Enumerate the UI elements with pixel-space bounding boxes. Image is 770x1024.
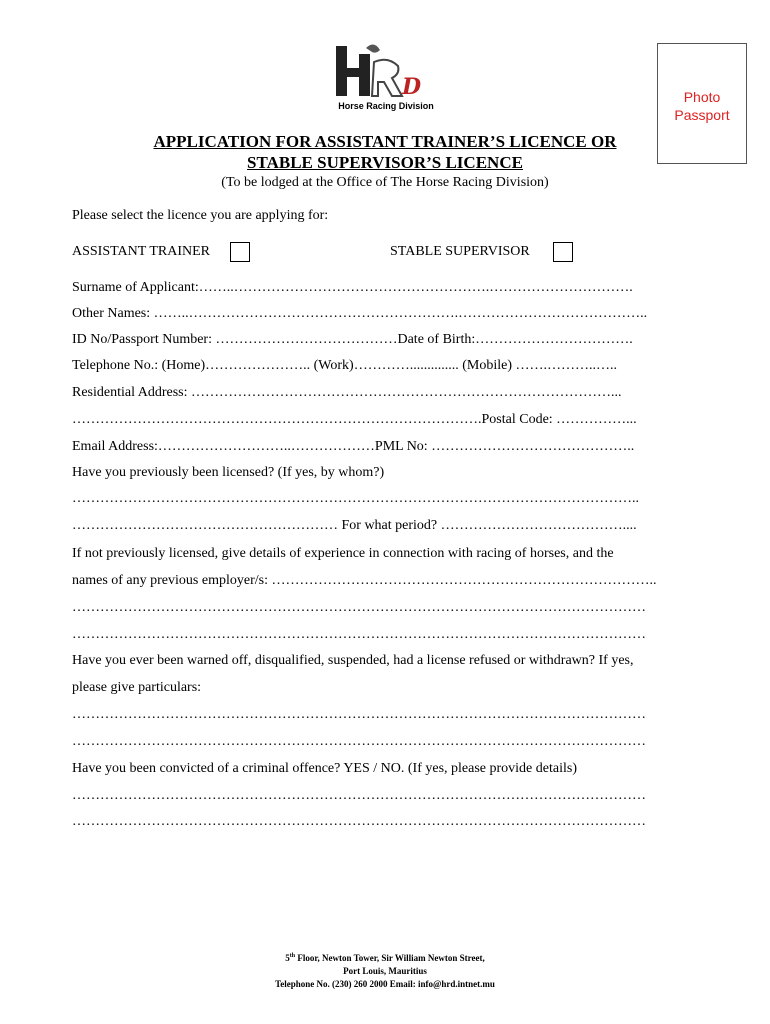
photo-label: Photo — [683, 89, 721, 105]
experience-question-line1: If not previously licensed, give details of experience in connection with racing of horses, and the — [72, 546, 614, 561]
passport-label: Passport — [674, 107, 730, 123]
warned-off-question-line1: Have you ever been warned off, disqualified, suspended, had a license refused or withdrawn? If yes, — [72, 653, 634, 668]
select-prompt: Please select the licence you are applying for: — [72, 208, 329, 223]
photo-passport-box — [657, 43, 747, 164]
form-title-line2: STABLE SUPERVISOR’S LICENCE — [247, 153, 523, 172]
form-subtitle: (To be lodged at the Office of The Horse Racing Division) — [221, 175, 549, 190]
telephone-field[interactable]: Telephone No.: (Home)………………….. (Work)………….............. (Mobile) …….………..….. — [72, 358, 617, 373]
previously-licensed-answer[interactable]: ………………………………………………………………………………………………………….. — [72, 491, 639, 506]
previous-employers-field[interactable]: names of any previous employer/s: ……………………………………………………………………….. — [72, 573, 657, 588]
experience-blank-line[interactable]: …………………………………………………………………………………………………………… — [72, 600, 646, 615]
period-field[interactable]: ………………………………………………… For what period? ………………………………….... — [72, 518, 637, 533]
experience-blank-line[interactable]: …………………………………………………………………………………………………………… — [72, 627, 646, 642]
warned-off-blank-line[interactable]: …………………………………………………………………………………………………………… — [72, 734, 646, 749]
assistant-trainer-checkbox[interactable] — [230, 242, 250, 262]
stable-supervisor-label: STABLE SUPERVISOR — [390, 244, 530, 259]
email-pml-field[interactable]: Email Address:………………………..………………PML No: …………………………………….. — [72, 439, 635, 454]
convicted-question: Have you been convicted of a criminal offence? YES / NO. (If yes, please provide details) — [72, 761, 577, 776]
surname-field[interactable]: Surname of Applicant:……..……………………………………………….…………………………. — [72, 280, 633, 295]
postal-code-field[interactable]: …………………………………………………………………………….Postal Code: ……………... — [72, 412, 637, 427]
id-dob-field[interactable]: ID No/Passport Number: …………………………………Date of Birth:……………………………. — [72, 332, 633, 347]
footer-address — [160, 950, 610, 991]
stable-supervisor-checkbox[interactable] — [553, 242, 573, 262]
form-title-line1: APPLICATION FOR ASSISTANT TRAINER’S LICENCE OR — [153, 132, 617, 151]
other-names-field[interactable]: Other Names: ……..………………………………………………….………………………………….. — [72, 306, 648, 321]
footer-address-line1: 5th Floor, Newton Tower, Sir William Newton Street, — [285, 953, 485, 963]
warned-off-blank-line[interactable]: …………………………………………………………………………………………………………… — [72, 707, 646, 722]
convicted-blank-line[interactable]: …………………………………………………………………………………………………………… — [72, 814, 646, 829]
warned-off-question-line2: please give particulars: — [72, 680, 202, 695]
footer-city: Port Louis, Mauritius — [343, 966, 427, 976]
residential-address-field[interactable]: Residential Address: ………………………………………………………………………………... — [72, 385, 622, 400]
svg-text:D: D — [402, 74, 422, 100]
assistant-trainer-label: ASSISTANT TRAINER — [72, 244, 210, 259]
convicted-blank-line[interactable]: …………………………………………………………………………………………………………… — [72, 788, 646, 803]
logo-caption: Horse Racing Division — [338, 101, 434, 111]
previously-licensed-question: Have you previously been licensed? (If yes, by whom?) — [72, 465, 385, 480]
footer-contact: Telephone No. (230) 260 2000 Email: info@hrd.intnet.mu — [275, 979, 495, 989]
